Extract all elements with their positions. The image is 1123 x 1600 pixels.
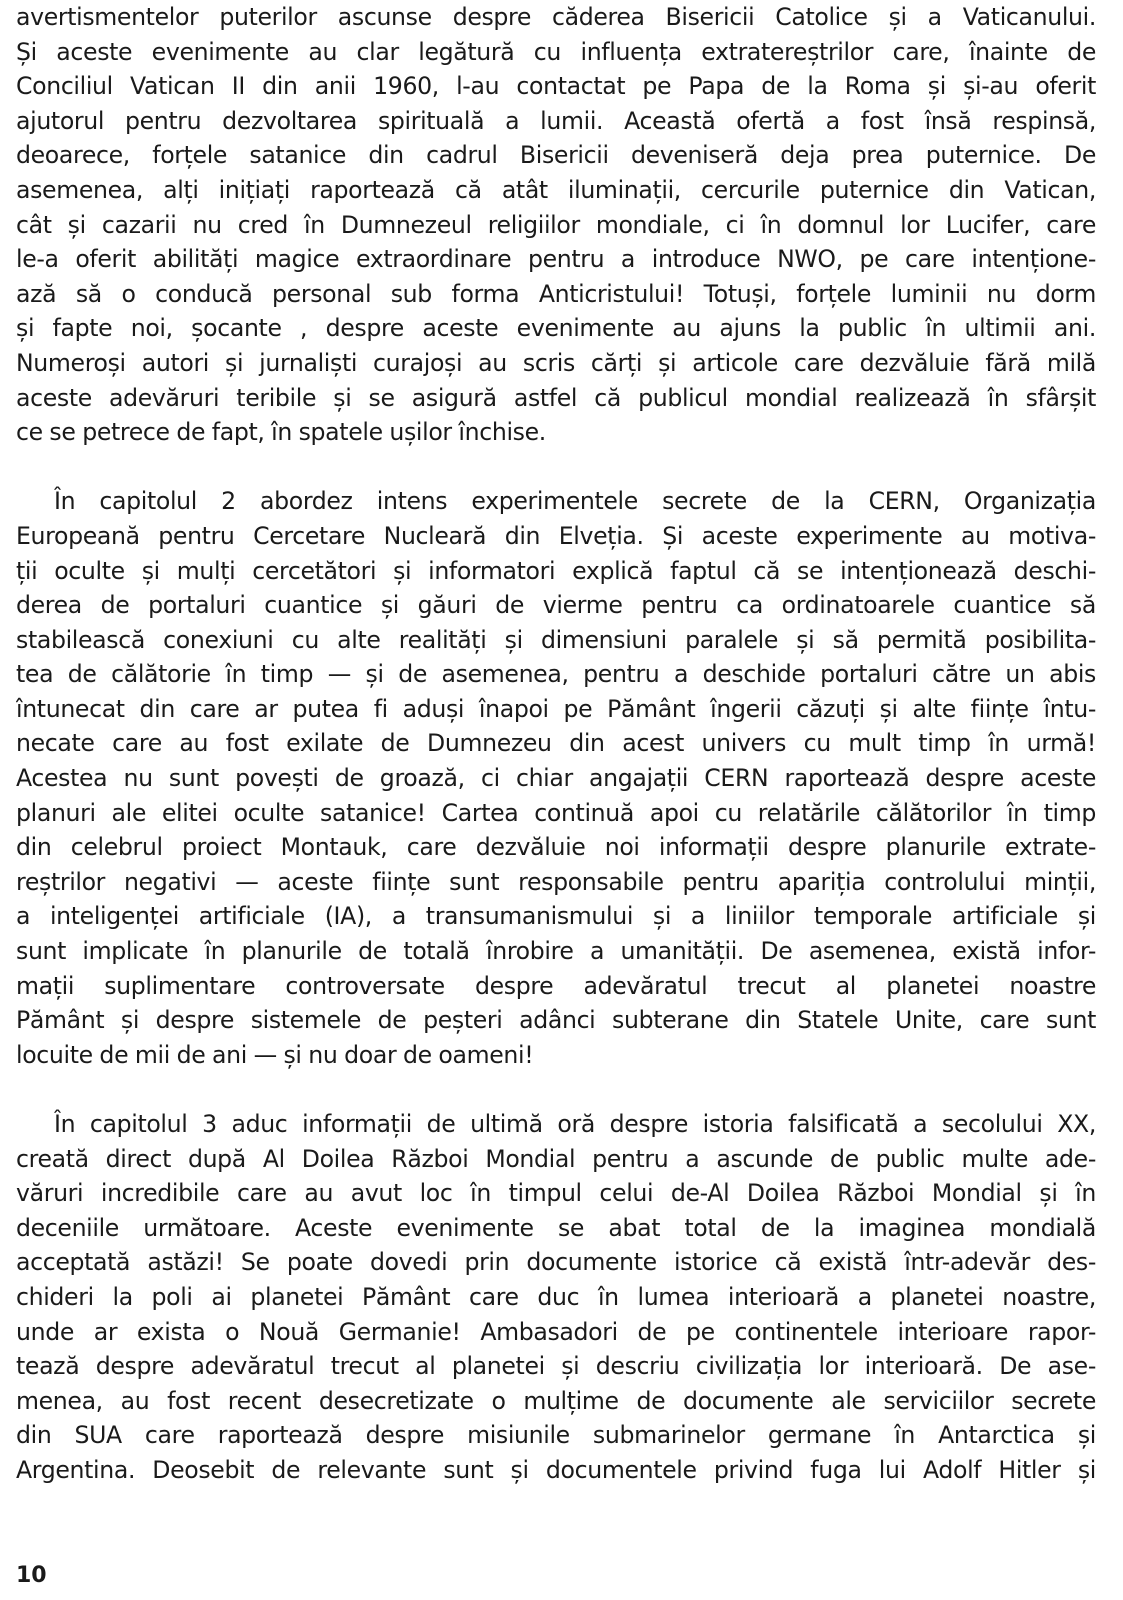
text-line: reștrilor negativi — aceste ființe sunt responsabile pentru apariția controlului minții,	[16, 867, 1096, 896]
text-line: tează despre adevăratul trecut al planetei și descriu civilizația lor interioară. De ase-	[16, 1352, 1096, 1381]
text-line: Pământ și despre sistemele de peșteri adânci subterane din Statele Unite, care sunt	[16, 1006, 1096, 1035]
text-line: stabilească conexiuni cu alte realități și dimensiuni paralele și să permită posibilita-	[16, 625, 1096, 654]
paragraph-spacer	[16, 450, 1096, 485]
text-line: a inteligenței artificiale (IA), a transumanismului și a liniilor temporale artificiale și	[16, 902, 1096, 931]
text-line: avertismentelor puterilor ascunse despre căderea Bisericii Catolice și a Vaticanului.	[16, 3, 1096, 31]
text-line: În capitolul 2 abordez intens experimentele secrete de la CERN, Organizația	[54, 487, 1096, 516]
text-line: mații suplimentare controversate despre adevăratul trecut al planetei noastre	[16, 971, 1096, 1000]
paragraph-1	[16, 0, 1096, 450]
text-line: tea de călătorie în timp — și de asemenea, pentru a deschide portaluri către un abis	[16, 660, 1096, 689]
text-line: asemenea, alți inițiați raportează că atât iluminații, cercurile puternice din Vatican,	[16, 175, 1096, 204]
paragraph-3	[16, 1107, 1096, 1488]
text-line: necate care au fost exilate de Dumnezeu din acest univers cu mult timp în urmă!	[16, 729, 1096, 758]
text-line: ții oculte și mulți cercetători și informatori explică faptul că se intenționează deschi-	[16, 556, 1096, 585]
text-line: unde ar exista o Nouă Germanie! Ambasadori de pe continentele interioare rapor-	[16, 1317, 1096, 1346]
text-line: întunecat din care ar putea fi aduși înapoi pe Pământ îngerii căzuți și alte ființe întu-	[16, 694, 1096, 723]
text-line: menea, au fost recent desecretizate o mulțime de documente ale serviciilor secrete	[16, 1386, 1096, 1415]
text-line: aceste adevăruri teribile și se asigură astfel că publicul mondial realizează în sfârșit	[16, 383, 1096, 412]
paragraph-spacer	[16, 1072, 1096, 1107]
text-line: locuite de mii de ani — și nu doar de oameni!	[16, 1040, 534, 1069]
text-line: deoarece, forțele satanice din cadrul Bisericii deveniseră deja prea puternice. De	[16, 141, 1096, 170]
page-number: 10	[16, 1563, 47, 1588]
text-line: ajutorul pentru dezvoltarea spirituală a lumii. Această ofertă a fost însă respinsă,	[16, 106, 1096, 135]
text-line: și fapte noi, șocante , despre aceste evenimente au ajuns la public în ultimii ani.	[16, 314, 1096, 343]
document-page	[16, 0, 1096, 1488]
text-line: În capitolul 3 aduc informații de ultimă oră despre istoria falsificată a secolului XX,	[54, 1110, 1096, 1138]
text-line: Europeană pentru Cercetare Nucleară din Elveția. Și aceste experimente au motiva-	[16, 521, 1096, 550]
text-line: creată direct după Al Doilea Război Mondial pentru a ascunde de public multe ade-	[16, 1144, 1096, 1173]
text-line: chideri la poli ai planetei Pământ care duc în lumea interioară a planetei noastre,	[16, 1282, 1096, 1311]
text-line: Argentina. Deosebit de relevante sunt și documentele privind fuga lui Adolf Hitler și	[16, 1455, 1096, 1484]
text-line: din celebrul proiect Montauk, care dezvăluie noi informații despre planurile extrate-	[16, 833, 1096, 862]
text-line: Și aceste evenimente au clar legătură cu influența extratereștrilor care, înainte de	[16, 37, 1096, 66]
text-line: Acestea nu sunt povești de groază, ci chiar angajații CERN raportează despre aceste	[16, 764, 1096, 793]
paragraph-2	[16, 484, 1096, 1072]
text-line: sunt implicate în planurile de totală înrobire a umanității. De asemenea, există infor-	[16, 937, 1096, 966]
text-line: Numeroși autori și jurnaliști curajoși au scris cărți și articole care dezvăluie fără milă	[16, 348, 1096, 377]
text-line: Conciliul Vatican II din anii 1960, l-au contactat pe Papa de la Roma și și-au oferit	[16, 72, 1096, 101]
text-line: deceniile următoare. Aceste evenimente se abat total de la imaginea mondială	[16, 1213, 1096, 1242]
text-line: le-a oferit abilități magice extraordinare pentru a introduce NWO, pe care intențione-	[16, 245, 1096, 274]
text-line: derea de portaluri cuantice și găuri de vierme pentru ca ordinatoarele cuantice să	[16, 591, 1096, 620]
text-line: planuri ale elitei oculte satanice! Cartea continuă apoi cu relatările călătorilor în timp	[16, 798, 1096, 827]
text-line: ce se petrece de fapt, în spatele ușilor închise.	[16, 418, 546, 447]
text-line: cât și cazarii nu cred în Dumnezeul religiilor mondiale, ci în domnul lor Lucifer, care	[16, 210, 1096, 239]
text-line: din SUA care raportează despre misiunile submarinelor germane în Antarctica și	[16, 1421, 1096, 1450]
text-line: văruri incredibile care au avut loc în timpul celui de-Al Doilea Război Mondial și în	[16, 1179, 1096, 1208]
text-line: ază să o conducă personal sub forma Anticristului! Totuși, forțele luminii nu dorm	[16, 279, 1096, 308]
text-line: acceptată astăzi! Se poate dovedi prin documente istorice că există într-adevăr des-	[16, 1248, 1096, 1277]
